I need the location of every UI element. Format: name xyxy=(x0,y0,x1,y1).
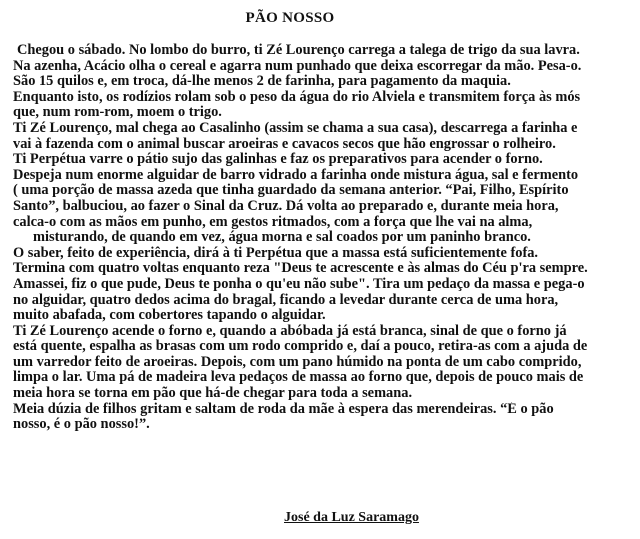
text-line: Ti Zé Lourenço, mal chega ao Casalinho (assim se chama a sua casa), descarrega a farinha e xyxy=(13,120,578,136)
text-line: São 15 quilos e, em troca, dá-lhe menos 2 de farinha, para pagamento da maquia. xyxy=(13,74,511,90)
text-line: Ti Zé Lourenço acende o forno e, quando a abóbada já está branca, sinal de que o forno já xyxy=(13,323,567,339)
author-signature: José da Luz Saramago xyxy=(284,510,419,525)
text-line: Chegou o sábado. No lombo do burro, ti Zé Lourenço carrega a talega de trigo da sua lavra. xyxy=(17,43,580,58)
document-title: PÃO NOSSO xyxy=(245,10,335,26)
text-line: no alguidar, quatro dedos acima do bragal, ficando a levedar durante cerca de uma hora, xyxy=(13,292,559,308)
text-line: um varredor feito de aroeiras. Depois, com um pano húmido na ponta de um cabo comprido, xyxy=(13,354,582,370)
text-line: Termina com quatro voltas enquanto reza "Deus te acrescente e às almas do Céu p'ra sempre. xyxy=(13,261,588,277)
text-line: Despeja num enorme alguidar de barro vidrado a farinha onde mistura água, sal e fermento xyxy=(13,167,579,183)
text-line: está quente, espalha as brasas com um rodo comprido e, daí a pouco, retira-as com a ajuda de xyxy=(13,339,588,355)
text-line: muito abafada, com cobertores tapando o alguidar. xyxy=(13,308,326,324)
text-line: Enquanto isto, os rodízios rolam sob o peso da água do rio Alviela e transmitem força às mós xyxy=(13,89,581,105)
document-body xyxy=(13,43,635,433)
text-line: Meia dúzia de filhos gritam e saltam de roda da mãe à espera das merendeiras. “É o pão xyxy=(13,401,554,417)
text-line: Amassei, fiz o que pude, Deus te ponha o qu'eu não sube". Tira um pedaço da massa e pega-o xyxy=(13,276,585,292)
text-line: Ti Perpétua varre o pátio sujo das galinhas e faz os preparativos para acender o forno. xyxy=(13,152,543,168)
text-line: misturando, de quando em vez, água morna e sal coados por um paninho branco. xyxy=(33,230,531,246)
text-line: Santo”, balbuciou, ao fazer o Sinal da Cruz. Dá volta ao preparado e, durante meia hora, xyxy=(13,198,559,214)
text-line: que, num rom-rom, moem o trigo. xyxy=(13,105,222,121)
text-line: limpa o lar. Uma pá de madeira leva pedaços de massa ao forno que, depois de pouco mais de xyxy=(13,370,584,386)
text-line: nosso, é o pão nosso!”. xyxy=(13,417,150,433)
text-line: vai à fazenda com o animal buscar aroeiras e cavacos secos que hão engrossar o rolheiro. xyxy=(13,136,556,152)
text-line: Na azenha, Acácio olha o cereal e agarra num punhado que deixa escorregar da mão. Pesa-o. xyxy=(13,58,582,74)
text-line: calca-o com as mãos em punho, em gestos ritmados, com a força que lhe vai na alma, xyxy=(13,214,533,230)
text-line: ( uma porção de massa azeda que tinha guardado da semana anterior. “Pai, Filho, Espírito xyxy=(13,183,569,199)
text-line: meia hora se torna em pão que há-de chegar para toda a semana. xyxy=(13,386,413,402)
text-line: O saber, feito de experiência, dirá à ti Perpétua que a massa está suficientemente fofa. xyxy=(13,245,539,261)
